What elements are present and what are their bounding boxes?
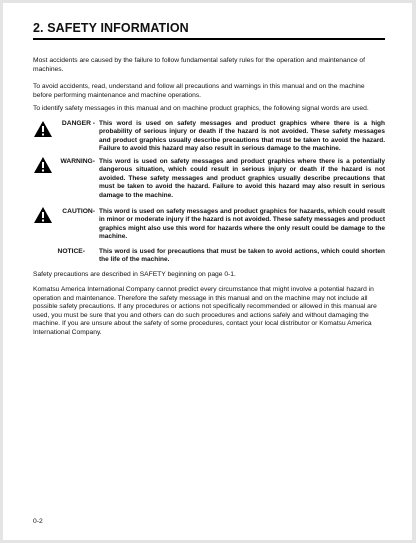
intro-paragraph-1: Most accidents are caused by the failure to follow fundamental safety rules for the operation and maintenance of machines. xyxy=(33,57,365,73)
section-title: 2. SAFETY INFORMATION xyxy=(33,21,189,35)
safety-reference-paragraph: Safety precautions are described in SAFETY beginning on page 0-1. xyxy=(33,271,236,278)
warning-label: WARNING- xyxy=(60,158,95,165)
title-rule xyxy=(33,38,385,40)
manual-page xyxy=(3,3,412,540)
danger-description: This word is used on safety messages and product graphics where there is a high probability of serious injury or death if the hazard is not avoided. These safety messages and product graphics usually describe precautions that must be taken to avoid the hazard. Failure to avoid this hazard may also result in serious damage to the machine. xyxy=(99,120,385,153)
page-number: 0-2 xyxy=(33,518,43,525)
notice-description: This word is used for precautions that must be taken to avoid actions, which could shorten the life of the machine. xyxy=(99,248,385,264)
caution-description: This word is used on safety messages and product graphics for hazards, which could result in minor or moderate injury if the hazard is not avoided. These safety messages and product graphics might also use this word for hazards where the only result could be damage to the machine. xyxy=(99,208,385,241)
caution-label: CAUTION- xyxy=(62,208,95,215)
intro-paragraph-3: To identify safety messages in this manual and on machine product graphics, the following signal words are used. xyxy=(33,105,369,112)
danger-label: DANGER - xyxy=(61,120,95,127)
warning-description: This word is used on safety messages and product graphics where there is a potentially dangerous situation, which could result in serious injury or death if the hazard is not avoided. These safety messages and product graphics usually describe precautions that must be taken to avoid the hazard. Failure to avoid this hazard may also result in serious damage to the machine. xyxy=(99,158,385,199)
intro-paragraph-2: To avoid accidents, read, understand and follow all precautions and warnings in this manual and on the machine before performing maintenance and machine operations. xyxy=(33,83,365,99)
notice-label: NOTICE- xyxy=(57,248,85,255)
disclaimer-paragraph: Komatsu America International Company cannot predict every circumstance that might involve a potential hazard in operation and maintenance. Therefore the safety message in this manual and on the machine may not include all possible safety precautions. If any procedures or actions not specifically recommended or allowed in this manual are used, you must be sure that you and others can do such procedures and actions safely and without damaging the machine. If you are unsure about the safety of some procedures, contact your local distributor or Komatsu America International Company. xyxy=(33,286,377,336)
